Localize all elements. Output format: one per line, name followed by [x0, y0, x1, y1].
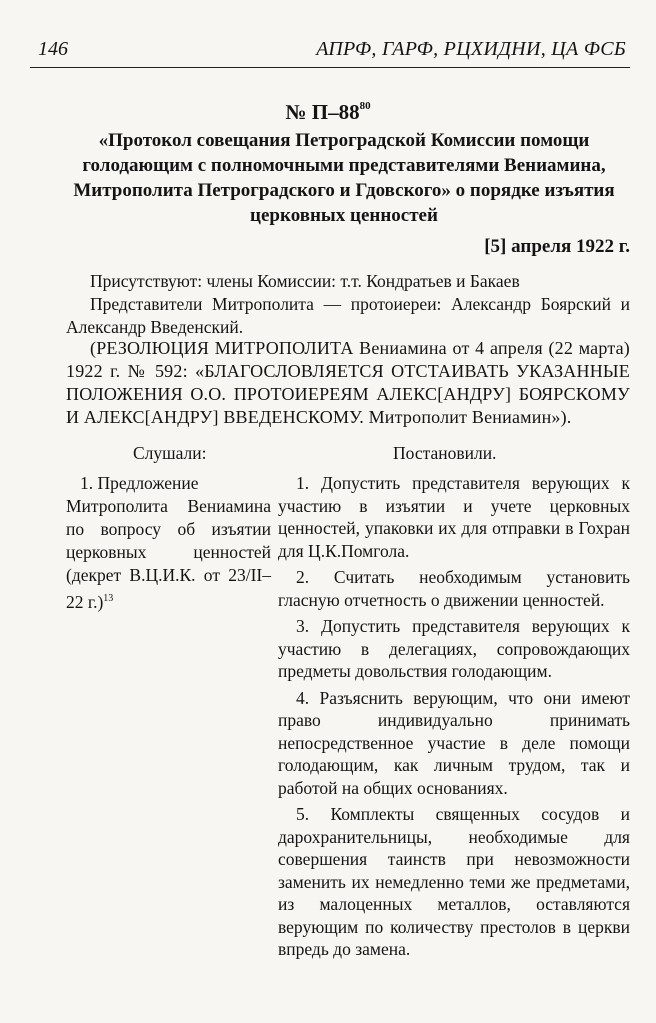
page-number: 146	[38, 38, 68, 60]
document-number	[0, 100, 656, 125]
decision-item-2: 2. Считать необходимым установить гласную отчетность о движении ценностей.	[278, 567, 630, 610]
document-number-text: № П–88	[285, 100, 360, 124]
resolution-paragraph: (РЕЗОЛЮЦИЯ МИТРОПОЛИТА Вениамина от 4 апреля (22 марта) 1922 г. № 592: «БЛАГОСЛОВЛЯЕТСЯ ОТСТАИВАТЬ УКАЗАННЫЕ ПОЛОЖЕНИЯ О.О. ПРОТОИЕРЕЯМ АЛЕКС[АНДРУ] БОЯРСКОМУ И АЛЕКС[АНДРУ] ВВЕДЕНСКОМУ. Митрополит Вениамин»).	[66, 338, 630, 427]
heard-item-number: 1. Предложение	[80, 473, 199, 493]
heard-heading: Слушали:	[133, 443, 207, 463]
document-number-note: 80	[359, 100, 371, 112]
heard-column	[66, 472, 271, 614]
header-rule	[30, 67, 630, 68]
decision-item-1: 1. Допустить представителя верующих к участию в изъятии и учете церковных ценностей, упаковки их для отправки в Гохран для Ц.К.Помгола.	[278, 473, 630, 561]
decision-item-3: 3. Допустить представителя верующих к участию в делегациях, сопровождающих предметы довольствия голодающим.	[278, 616, 630, 681]
heard-footnote-ref: 13	[103, 593, 114, 604]
decision-item-4: 4. Разъяснить верующим, что они имеют право индивидуально принимать непосредственное участие в деле помощи голодающим, как личным трудом, так и работой на общих основаниях.	[278, 687, 630, 798]
attendees-line: Присутствуют: члены Комиссии: т.т. Кондратьев и Бакаев	[90, 271, 520, 291]
document-date: [5] апреля 1922 г.	[484, 236, 630, 257]
representatives-paragraph: Представители Митрополита — протоиереи: Александр Боярский и Александр Введенский.	[66, 294, 630, 337]
heard-item-text: Митрополита Вениамина по вопросу об изъятии церковных ценностей (декрет В.Ц.И.К. от 23/II–22 г.)	[66, 496, 271, 612]
decisions-column	[278, 472, 630, 965]
document-title: «Протокол совещания Петроградской Комиссии помощи голодающим с полномочными представителями Вениамина, Митрополита Петроградского и Гдовского» о порядке изъятия церковных ценностей	[73, 130, 615, 226]
decision-item-5: 5. Комплекты священных сосудов и дарохранительницы, необходимые для совершения таинств при невозможности заменить их немедленно теми же предметами, из малоценных металлов, оставляются верующим по количеству престолов в церкви впредь до замена.	[278, 804, 630, 959]
decided-heading: Постановили.	[393, 443, 497, 463]
running-header-archives: АПРФ, ГАРФ, РЦХИДНИ, ЦА ФСБ	[316, 38, 626, 60]
